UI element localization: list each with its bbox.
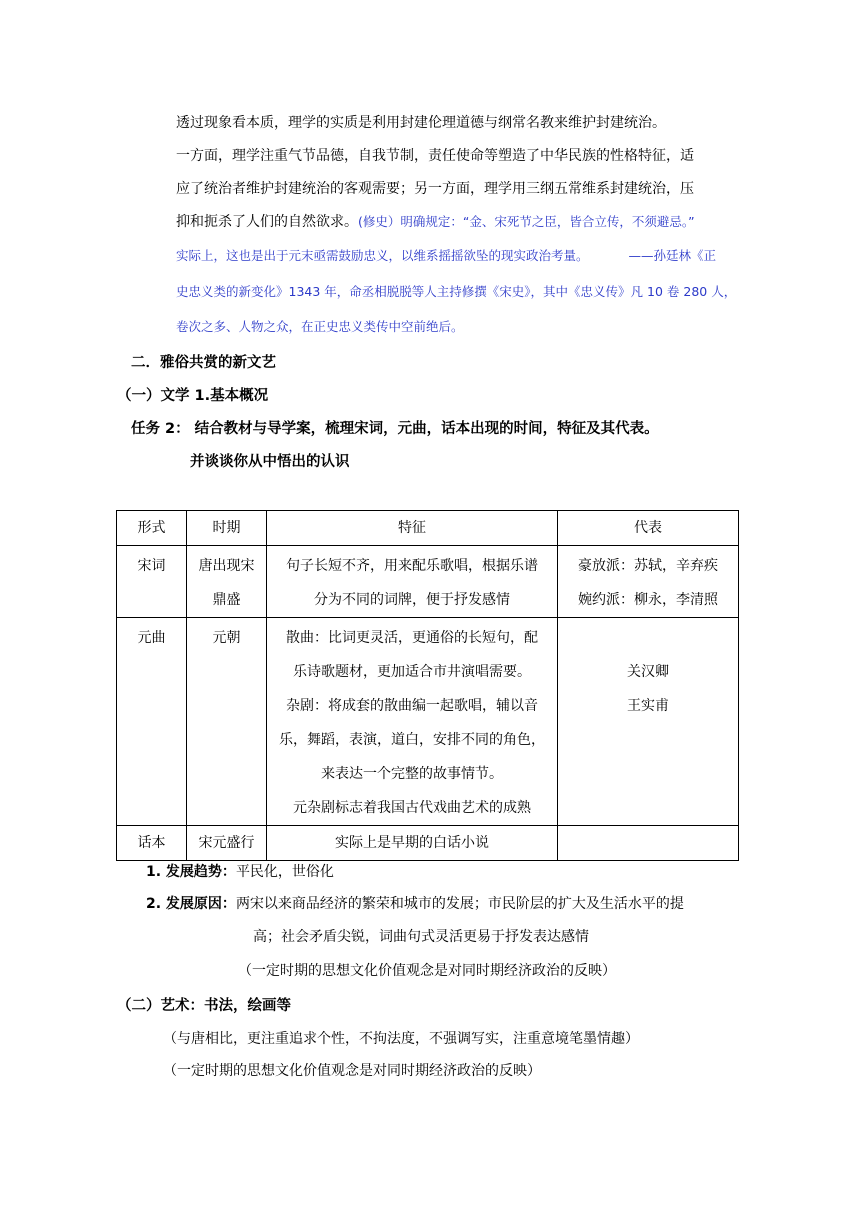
cell-form: 元曲 [117, 618, 187, 826]
feature-line: 乐诗歌题材，更加适合市井演唱需要。 [293, 664, 531, 680]
paragraph-essence: 透过现象看本质，理学的实质是利用封建伦理道德与纲常名教来维护封建统治。 [176, 115, 666, 131]
cell-form: 话本 [117, 826, 187, 861]
header-form: 形式 [117, 511, 187, 546]
feature-line: 来表达一个完整的故事情节。 [321, 766, 503, 782]
citation: ——孙廷林《正 [628, 248, 717, 263]
table-row [117, 826, 739, 861]
paragraph-line: 一方面，理学注重气节品德，自我节制，责任使命等塑造了中华民族的性格特征，适 [176, 148, 694, 164]
quote-line: 卷次之多、人物之众，在正史忠义类传中空前绝后。 [176, 319, 464, 334]
note-line: （与唐相比，更注重追求个性，不拘法度，不强调写实，注重意境笔墨情趣） [163, 1031, 639, 1047]
table-row [117, 618, 739, 826]
header-period: 时期 [187, 511, 267, 546]
period-line: 唐出现宋 [198, 558, 255, 574]
paragraph-line: 应了统治者维护封建统治的客观需要；另一方面，理学用三纲五常维系封建统治，压 [176, 181, 694, 197]
period-line: 元朝 [212, 630, 241, 646]
table-row [117, 546, 739, 618]
task-heading: 任务 2： 结合教材与导学案，梳理宋词，元曲，话本出现的时间，特征及其代表。 [131, 421, 659, 437]
note-line: （一定时期的思想文化价值观念是对同时期经济政治的反映） [163, 1063, 541, 1079]
header-reps: 代表 [558, 511, 739, 546]
note-line: （一定时期的思想文化价值观念是对同时期经济政治的反映） [238, 963, 616, 979]
reason-item [146, 893, 684, 913]
cell-features [267, 546, 558, 618]
period-line: 鼎盛 [212, 592, 241, 608]
item-label: 1. 发展趋势： [146, 864, 236, 880]
cell-form: 宋词 [117, 546, 187, 618]
header-features: 特征 [267, 511, 558, 546]
cell-reps [558, 546, 739, 618]
section-heading: 二．雅俗共赏的新文艺 [131, 355, 276, 371]
cell-features [267, 618, 558, 826]
literature-table [116, 510, 739, 861]
cell-reps [558, 826, 739, 861]
item-label: 2. 发展原因： [146, 896, 236, 912]
quote-text: (修史）明确规定：“金、宋死节之臣，皆合立传，不须避忌。” [358, 214, 695, 229]
trend-item [146, 861, 334, 881]
cell-reps [558, 618, 739, 826]
reason-item-cont: 高；社会矛盾尖锐，词曲句式灵活更易于抒发表达感情 [253, 929, 589, 945]
quote-line [176, 246, 716, 264]
cell-period: 宋元盛行 [187, 826, 267, 861]
feature-line: 杂剧：将成套的散曲编一起歌唱，辅以音 [286, 698, 538, 714]
paragraph-text: 抑和扼杀了人们的自然欲求。 [176, 214, 358, 230]
cell-period [187, 546, 267, 618]
table-header-row [117, 511, 739, 546]
task-heading-cont: 并谈谈你从中悟出的认识 [190, 454, 350, 470]
item-text: 平民化，世俗化 [235, 864, 334, 880]
subsection-heading: （二）艺术：书法，绘画等 [117, 998, 291, 1014]
rep-line: 关汉卿 [627, 664, 669, 680]
quote-line: 史忠义类的新变化》1343 年，命丞相脱脱等人主持修撰《宋史》，其中《忠义传》凡 10 卷 280 人， [176, 284, 737, 299]
subsection-heading: （一）文学 1.基本概况 [117, 388, 269, 404]
feature-line: 句子长短不齐，用来配乐歌唱，根据乐谱 [286, 558, 538, 574]
quote-text: 实际上，这也是出于元末亟需鼓励忠义，以维系摇摇欲坠的现实政治考量。 [176, 248, 589, 263]
cell-features: 实际上是早期的白话小说 [267, 826, 558, 861]
paragraph-line [176, 211, 695, 231]
item-text: 两宋以来商品经济的繁荣和城市的发展；市民阶层的扩大及生活水平的提 [235, 896, 684, 912]
feature-line: 分为不同的词牌，便于抒发感情 [314, 592, 510, 608]
feature-line: 元杂剧标志着我国古代戏曲艺术的成熟 [293, 800, 531, 816]
cell-period [187, 618, 267, 826]
rep-line: 婉约派：柳永，李清照 [578, 592, 718, 608]
rep-line: 王实甫 [627, 698, 669, 714]
rep-line: 豪放派：苏轼，辛弃疾 [578, 558, 718, 574]
feature-line: 乐，舞蹈，表演，道白，安排不同的角色， [279, 732, 545, 748]
feature-line: 散曲：比词更灵活，更通俗的长短句，配 [286, 630, 538, 646]
